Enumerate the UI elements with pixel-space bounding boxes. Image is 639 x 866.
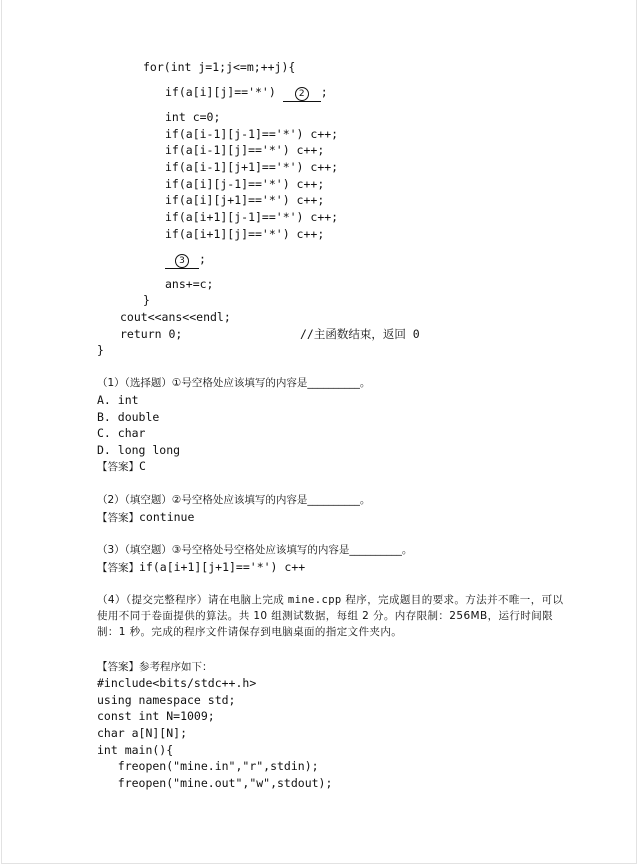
- answer-value: continue: [139, 510, 195, 524]
- q2-prompt: （2）（填空题）②号空格处应该填写的内容是__________。: [97, 494, 371, 506]
- q4-filename: mine.cpp: [287, 594, 342, 606]
- q4-code-line: freopen("mine.out","w",stdout);: [97, 776, 333, 790]
- answer-label: 【答案】: [97, 562, 139, 574]
- code-return-line: return 0;: [120, 327, 183, 341]
- q3-prompt: （3）（填空题）③号空格处号空格处应该填写的内容是__________。: [97, 544, 413, 556]
- q4-code-line: freopen("mine.in","r",stdin);: [97, 759, 319, 773]
- q4-code-line: const int N=1009;: [97, 709, 215, 723]
- q4-code-line: char a[N][N];: [97, 726, 188, 740]
- q4-code-line: #include<bits/stdc++.h>: [97, 676, 257, 690]
- code-check-line: if(a[i+1][j-1]=='*') c++;: [165, 210, 339, 224]
- q4-code-line: using namespace std;: [97, 693, 236, 707]
- code-if-star-line: [165, 84, 328, 102]
- blank-3: [165, 251, 199, 269]
- q1-option-d: D. long long: [97, 443, 181, 457]
- answer-label: 【答案】: [97, 512, 139, 524]
- code-check-line: if(a[i-1][j+1]=='*') c++;: [165, 160, 339, 174]
- code-int-c: int c=0;: [165, 110, 221, 124]
- answer-value: if(a[i+1][j+1]=='*') c++: [139, 560, 306, 574]
- code-comment: //主函数结束，返回 0: [300, 327, 420, 341]
- code-check-line: if(a[i][j-1]=='*') c++;: [165, 177, 325, 191]
- code-ans-line: ans+=c;: [165, 277, 214, 291]
- code-close-brace: }: [143, 293, 150, 307]
- code-semicolon: ;: [199, 252, 206, 266]
- code-close-main: }: [97, 343, 104, 357]
- code-cout-line: cout<<ans<<endl;: [120, 310, 231, 324]
- code-if-star: if(a[i][j]=='*'): [165, 85, 283, 99]
- blank-2: [283, 84, 321, 102]
- code-check-line: if(a[i+1][j]=='*') c++;: [165, 227, 325, 241]
- circled-number-2: 2: [295, 87, 309, 101]
- q1-prompt: （1）（选择题）①号空格处应该填写的内容是__________。: [97, 377, 371, 389]
- code-for-loop: for(int j=1;j<=m;++j){: [143, 60, 296, 74]
- q4-prompt: （4）（提交完整程序）请在电脑上完成 mine.cpp 程序，完成题目的要求。方法并不唯一，可以使用不同于卷面提供的算法。共 10 组测试数据，每组 2 分。内存限制：256MB，运行时间限制：1 秒。完成的程序文件请保存到电脑桌面的指定文件夹内。: [97, 594, 564, 638]
- q2-answer: [97, 509, 194, 526]
- answer-label: 【答案】: [97, 461, 139, 473]
- code-blank3-line: [165, 251, 206, 269]
- q1-option-b: B. double: [97, 410, 160, 424]
- q1-option-c: C. char: [97, 426, 146, 440]
- q1-answer: [97, 458, 146, 475]
- code-check-line: if(a[i-1][j]=='*') c++;: [165, 143, 325, 157]
- q1-option-a: A. int: [97, 393, 139, 407]
- code-check-line: if(a[i][j+1]=='*') c++;: [165, 193, 325, 207]
- code-semicolon: ;: [320, 85, 328, 99]
- q4-answer: [97, 658, 213, 675]
- circled-number-3: 3: [175, 254, 189, 268]
- answer-value: C: [139, 459, 146, 473]
- q4-code-line: int main(){: [97, 743, 174, 757]
- answer-intro: 参考程序如下：: [139, 661, 213, 673]
- q3-answer: [97, 559, 305, 576]
- code-check-line: if(a[i-1][j-1]=='*') c++;: [165, 127, 339, 141]
- answer-label: 【答案】: [97, 661, 139, 673]
